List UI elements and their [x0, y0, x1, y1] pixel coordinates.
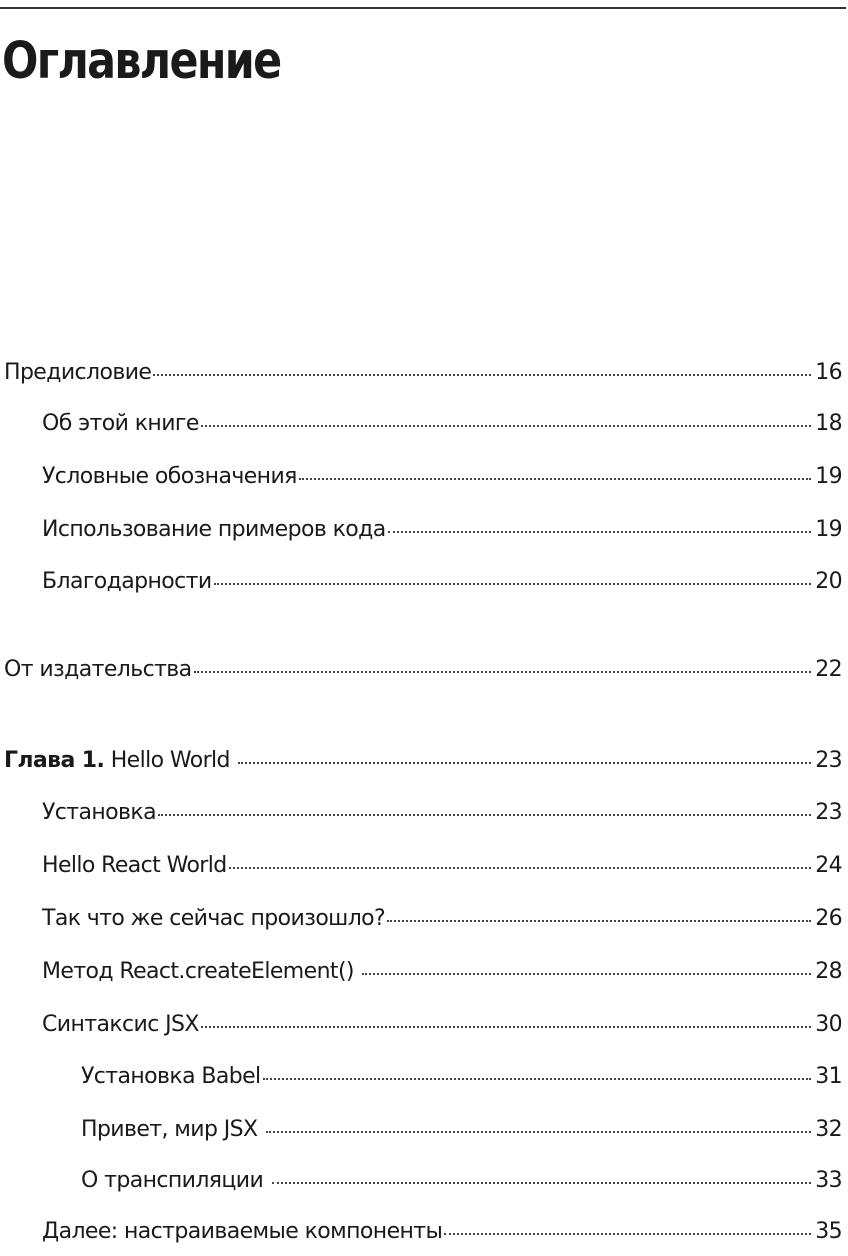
dot-leader	[158, 814, 811, 816]
toc-entry-label: Благодарности	[42, 569, 212, 594]
toc-entry-page: 24	[815, 853, 842, 878]
toc-entry-label: Далее: настраиваемые компоненты	[42, 1219, 443, 1244]
dot-leader	[201, 425, 811, 427]
toc-entry-page: 28	[815, 959, 842, 984]
toc-entry-label: Hello React World	[42, 853, 227, 878]
toc-entry[interactable]	[42, 515, 842, 545]
toc-entry[interactable]	[81, 1166, 842, 1196]
toc-entry-page: 19	[815, 517, 842, 542]
dot-leader	[238, 762, 811, 764]
toc-entry-label: Привет, мир JSX	[81, 1117, 258, 1142]
dot-leader	[388, 531, 812, 533]
toc-entry[interactable]	[4, 655, 842, 685]
toc-entry-chapter[interactable]	[4, 746, 842, 776]
chapter-prefix: Глава 1.	[4, 748, 105, 773]
toc-entry-label: Так что же сейчас произошло?	[42, 906, 386, 931]
top-rule	[0, 7, 846, 9]
dot-leader	[214, 583, 812, 585]
toc-entry-label: Синтаксис JSX	[42, 1012, 199, 1037]
dot-leader	[387, 920, 811, 922]
dot-leader	[201, 1026, 811, 1028]
toc-entry[interactable]	[42, 567, 842, 597]
dot-leader	[266, 1131, 811, 1133]
dot-leader	[229, 867, 812, 869]
toc-entry[interactable]	[81, 1062, 842, 1092]
toc-entry-page: 32	[815, 1117, 842, 1142]
toc-entry-page: 31	[815, 1064, 842, 1089]
toc-entry-page: 33	[815, 1168, 842, 1193]
toc-entry[interactable]	[81, 1115, 842, 1145]
toc-entry[interactable]	[4, 358, 842, 388]
toc-entry-page: 35	[815, 1219, 842, 1244]
toc-entry[interactable]	[42, 1217, 842, 1247]
toc-entry-page: 19	[815, 464, 842, 489]
toc-entry-page: 23	[815, 800, 842, 825]
toc-entry-page: 26	[815, 906, 842, 931]
toc-entry-label: Установка	[42, 800, 156, 825]
dot-leader	[263, 1078, 812, 1080]
toc-entry-page: 20	[815, 569, 842, 594]
toc-entry[interactable]	[42, 798, 842, 828]
page-title: Оглавление	[2, 32, 281, 91]
toc-entry[interactable]	[42, 904, 842, 934]
dot-leader	[194, 671, 812, 673]
toc-entry-label: От издательства	[4, 657, 192, 682]
toc-entry-page: 30	[815, 1012, 842, 1037]
toc-entry-label: Условные обозначения	[42, 464, 297, 489]
toc-entry[interactable]	[42, 462, 842, 492]
toc-entry-page: 22	[815, 657, 842, 682]
toc-entry-label: О транспиляции	[81, 1168, 264, 1193]
toc-entry-page: 18	[815, 411, 842, 436]
toc-entry-page: 23	[815, 748, 842, 773]
dot-leader	[299, 478, 811, 480]
toc-entry-label: Установка Babel	[81, 1064, 261, 1089]
toc-entry[interactable]	[42, 1010, 842, 1040]
toc-entry[interactable]	[42, 957, 842, 987]
toc-entry[interactable]	[42, 409, 842, 439]
dot-leader	[444, 1233, 811, 1235]
toc-entry-label: Предисловие	[4, 360, 152, 385]
dot-leader	[153, 374, 811, 376]
toc-entry-label: Использование примеров кода	[42, 517, 386, 542]
dot-leader	[272, 1182, 812, 1184]
toc-entry-label: Глава 1. Hello World	[4, 748, 230, 773]
toc-entry[interactable]	[42, 851, 842, 881]
toc-entry-label: Метод React.createElement()	[42, 959, 354, 984]
toc-entry-label: Об этой книге	[42, 411, 199, 436]
toc-entry-page: 16	[815, 360, 842, 385]
dot-leader	[362, 973, 811, 975]
